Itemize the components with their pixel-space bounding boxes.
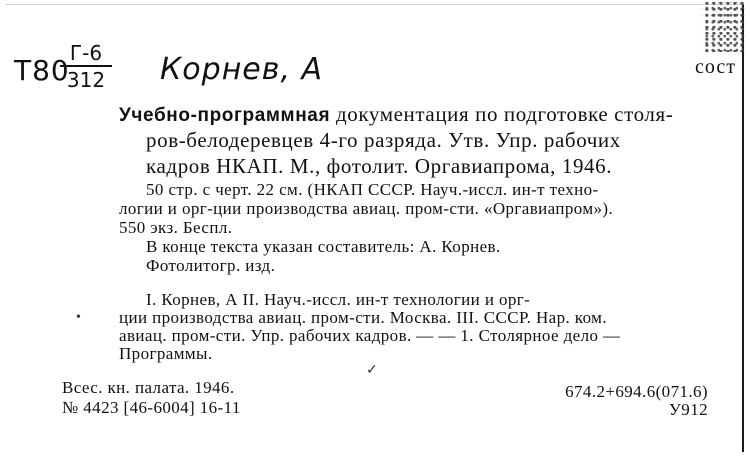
corner-label: сост [695,56,736,78]
stray-mark: ✓ [366,363,378,378]
fraction-bottom: 312 [66,68,106,92]
index-code: У912 [668,400,708,419]
handwritten-author: Корнев, А [160,52,324,87]
title-line-1 [119,102,673,127]
title-line-2: ров-белодеревцев 4-го разряда. Утв. Упр. рабочих [146,128,621,152]
book-chamber-line-2: № 4423 [46-6004] 16-11 [62,398,241,417]
call-number: Т80 [14,54,70,87]
description-line-5: Фотолитогр. изд. [146,256,276,275]
tracing-line-2: ции производства авиац. пром-сти. Москва. III. СССР. Нар. ком. [119,308,607,327]
fraction-top: Г-6 [60,42,112,67]
udc-code: 674.2+694.6(071.6) [565,382,708,401]
classification-fraction [60,42,112,91]
torn-corner-speckle [702,2,746,52]
tracing-line-1: I. Корнев, А II. Науч.-иссл. ин-т технологии и орг- [146,290,531,309]
tracing-line-3: авиац. пром-сти. Упр. рабочих кадров. — — 1. Столярное дело — [119,326,621,345]
description-line-1: 50 стр. с черт. 22 см. (НКАП СССР. Науч.-иссл. ин-т техно- [146,180,599,199]
title-bold: Учебно-программная [119,105,331,126]
tracing-line-4: Программы. [119,344,213,363]
book-chamber-line-1: Всес. кн. палата. 1946. [62,378,235,397]
description-line-2: логии и орг-ции производства авиац. пром-сти. «Оргавиапром»). [119,199,614,218]
stray-mark: • [76,310,81,325]
title-rest: документация по подготовке столя- [336,102,674,126]
description-line-3: 550 экз. Беспл. [119,218,233,237]
title-line-3: кадров НКАП. М., фотолит. Оргавиапрома, 1946. [146,154,613,178]
description-line-4: В конце текста указан составитель: А. Корнев. [146,237,501,256]
